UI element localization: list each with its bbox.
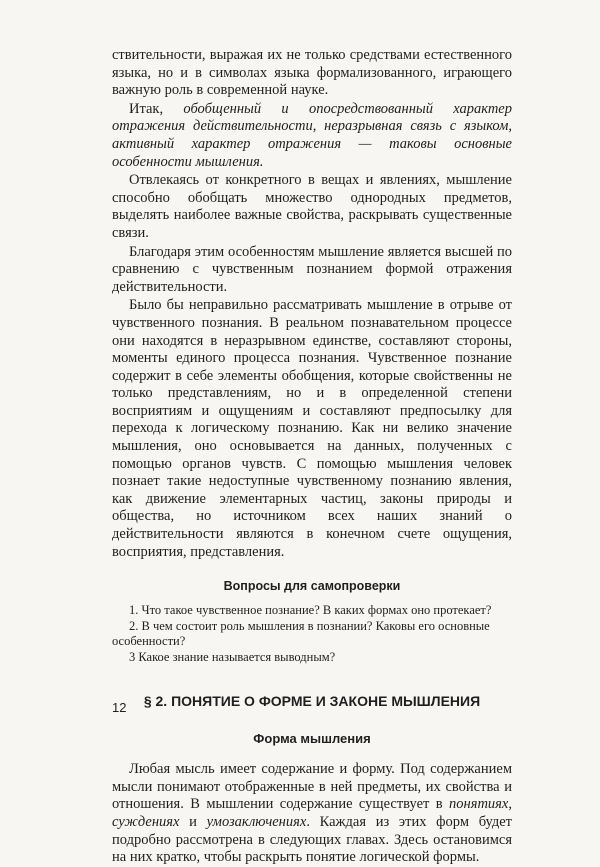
term-judgments: суждениях xyxy=(112,814,180,830)
paragraph-form-content xyxy=(112,761,512,867)
form-text-1: Любая мысль имеет содержание и форму. Под содержанием мысли понимают отображенные в ней предметы, их свойства и отношения. В мышлении содержание существует в xyxy=(112,761,512,813)
section-title: § 2. ПОНЯТИЕ О ФОРМЕ И ЗАКОНЕ МЫШЛЕНИЯ xyxy=(143,693,481,710)
text-column xyxy=(112,47,512,867)
paragraph-thanks-features: Благодаря этим особенностям мышление является высшей по сравнению с чувственным познанием формой отражения действительности. xyxy=(112,243,512,295)
question-1: 1. Что такое чувственное познание? В каких формах оно протекает? xyxy=(129,603,492,618)
separator-1: , xyxy=(508,796,512,813)
summary-lead: Итак, xyxy=(129,100,184,117)
subsection-title: Форма мышления xyxy=(253,731,371,747)
paragraph-unity-cognition: Было бы неправильно рассматривать мышление в отрыве от чувственного познания. В реальном познавательном процессе они находятся в неразрывном единстве, составляют стороны, моменты единого процесса познания. Чувственное познание содержит в себе элементы обобщения, которые свойственны не только представлениям, но и в определенной степени восприятиям и ощущениям и составляют предпосылку для перехода к логическому познанию. Как ни велико значение мышления, оно основывается на данных, полученных с помощью органов чувств. С помощью мышления человек познает такие недоступные чувственному познанию явления, как движение элементарных частиц, законы природы и общества, но источником всех наших знаний о действительности являются в конечном счете ощущения, восприятия, представления. xyxy=(112,297,512,560)
questions-heading: Вопросы для самопроверки xyxy=(223,579,401,594)
term-inferences: умозаключениях xyxy=(206,814,307,830)
paragraph-abstraction: Отвлекаясь от конкретного в вещах и явлениях, мышление способно обобщать множество однородных предметов, выделять наиболее важные свойства, раскрывать существенные связи. xyxy=(112,172,512,241)
question-2: 2. В чем состоит роль мышления в познании? Каковы его основные xyxy=(129,618,490,633)
separator-2: и xyxy=(179,814,207,830)
question-3: 3 Какое знание называется выводным? xyxy=(129,649,336,664)
term-concepts: понятиях xyxy=(449,796,509,813)
form-text-2: . Каждая из этих форм будет подробно рассмотрена в следующих главах. Здесь остановимся на них кратко, чтобы раскрыть понятие логической формы. xyxy=(112,814,513,866)
paragraph-intro-continuation: ствительности, выражая их не только средствами естественного языка, но и в символах языка формализованного, играющего важную роль в современной науке. xyxy=(112,47,512,99)
question-2-continuation: особенности? xyxy=(112,634,186,649)
summary-italic: обобщенный и опосредствованный характер отражения действительности, неразрывная связь с языком, активный характер отражения — таковы основные особенности мышления. xyxy=(112,100,512,170)
page-number: 12 xyxy=(112,700,127,715)
paragraph-summary xyxy=(112,101,512,171)
